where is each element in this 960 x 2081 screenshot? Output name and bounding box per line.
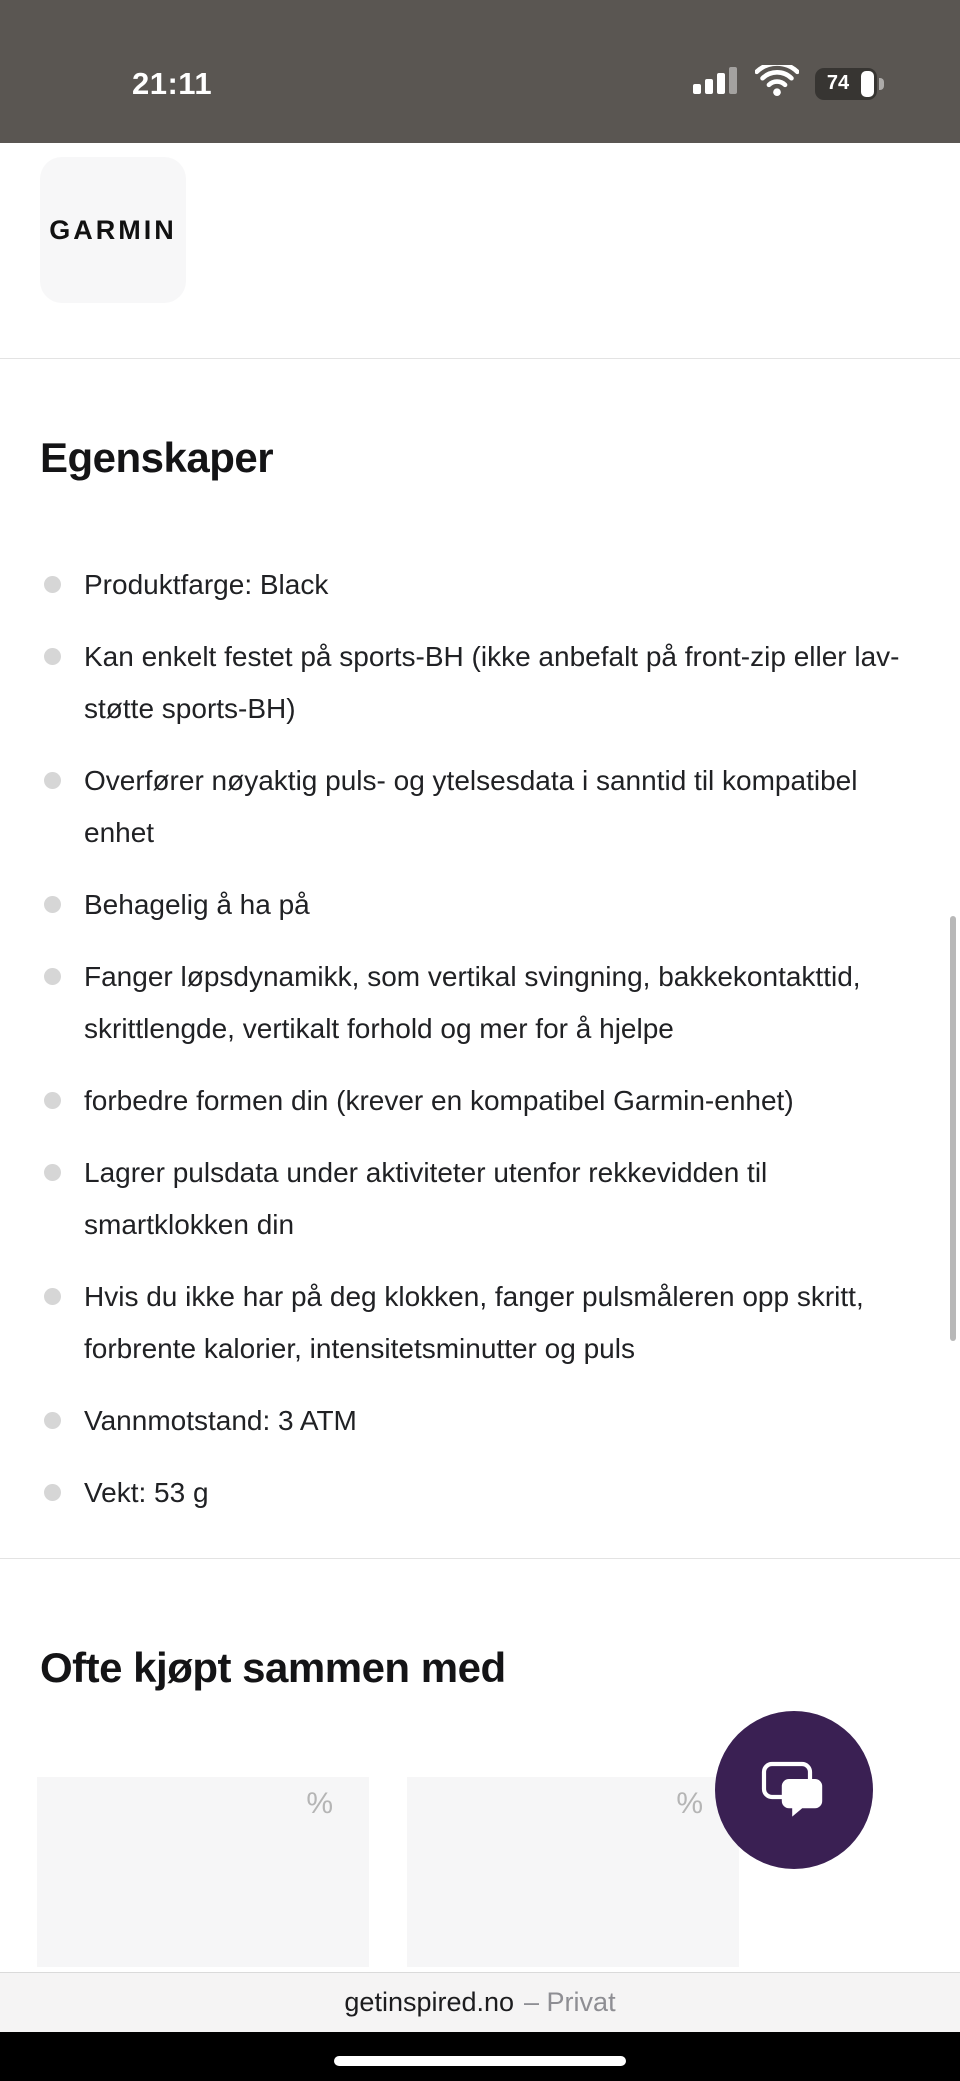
feature-item: [40, 879, 912, 931]
product-card[interactable]: [37, 1777, 369, 1967]
feature-item-text: Vekt: 53 g: [84, 1477, 209, 1508]
feature-item-text: Produktfarge: Black: [84, 569, 329, 600]
bullet-dot: [44, 968, 61, 985]
bullet-dot: [44, 1412, 61, 1429]
status-time: 21:11: [132, 65, 213, 101]
brand-logo-section: [0, 143, 960, 358]
feature-item: [40, 1075, 912, 1127]
features-list: [40, 559, 912, 1519]
feature-item: [40, 1147, 912, 1251]
bullet-dot: [44, 648, 61, 665]
bullet-dot: [44, 576, 61, 593]
chat-button[interactable]: [715, 1711, 873, 1869]
battery-percent: 74: [826, 72, 850, 94]
battery-fill: [861, 71, 874, 97]
bullet-dot: [44, 1288, 61, 1305]
garmin-logo: [40, 157, 186, 303]
cellular-signal-icon: [693, 66, 739, 101]
feature-item: [40, 631, 912, 735]
feature-item: [40, 1271, 912, 1375]
features-title: Egenskaper: [40, 434, 274, 481]
feature-item-text: Overfører nøyaktig puls- og ytelsesdata i sanntid til kompatibel enhet: [84, 765, 858, 848]
feature-item-text: Fanger løpsdynamikk, som vertikal svingning, bakkekontakttid, skrittlengde, vertikalt forhold og mer for å hjelpe: [84, 961, 861, 1044]
garmin-logo-text: GARMIN: [49, 214, 177, 245]
home-indicator-area: [0, 2032, 960, 2081]
scrollbar[interactable]: [950, 916, 956, 1341]
percent-badge: %: [676, 1787, 703, 1820]
browser-url-bar[interactable]: [0, 1972, 960, 2032]
feature-item: [40, 1467, 912, 1519]
feature-item: [40, 559, 912, 611]
feature-item: [40, 755, 912, 859]
feature-item-text: Behagelig å ha på: [84, 889, 310, 920]
feature-item-text: Vannmotstand: 3 ATM: [84, 1405, 357, 1436]
browser-url-text: getinspired.no: [344, 1987, 515, 2017]
battery-cap: [879, 78, 884, 90]
feature-item-text: Kan enkelt festet på sports-BH (ikke anbefalt på front-zip eller lav-støtte sports-BH): [84, 641, 900, 724]
chat-icon: [755, 1754, 833, 1827]
status-icons: [693, 65, 877, 102]
status-bar: [0, 0, 960, 143]
battery-icon: [815, 68, 877, 100]
page-content: [0, 143, 960, 1967]
wifi-icon: [755, 65, 799, 102]
feature-item-text: Hvis du ikke har på deg klokken, fanger pulsmåleren opp skritt, forbrente kalorier, intensitetsminutter og puls: [84, 1281, 864, 1364]
bullet-dot: [44, 772, 61, 789]
bullet-dot: [44, 1484, 61, 1501]
feature-item-text: forbedre formen din (krever en kompatibel Garmin-enhet): [84, 1085, 794, 1116]
bullet-dot: [44, 896, 61, 913]
percent-badge: %: [306, 1787, 333, 1820]
feature-item: [40, 1395, 912, 1447]
feature-item-text: Lagrer pulsdata under aktiviteter utenfor rekkevidden til smartklokken din: [84, 1157, 768, 1240]
product-card[interactable]: [407, 1777, 739, 1967]
bullet-dot: [44, 1164, 61, 1181]
features-section: [0, 359, 960, 1558]
bullet-dot: [44, 1092, 61, 1109]
home-indicator[interactable]: [334, 2056, 626, 2066]
related-title: Ofte kjøpt sammen med: [40, 1644, 506, 1691]
private-mode-label: – Privat: [524, 1987, 616, 2017]
feature-item: [40, 951, 912, 1055]
